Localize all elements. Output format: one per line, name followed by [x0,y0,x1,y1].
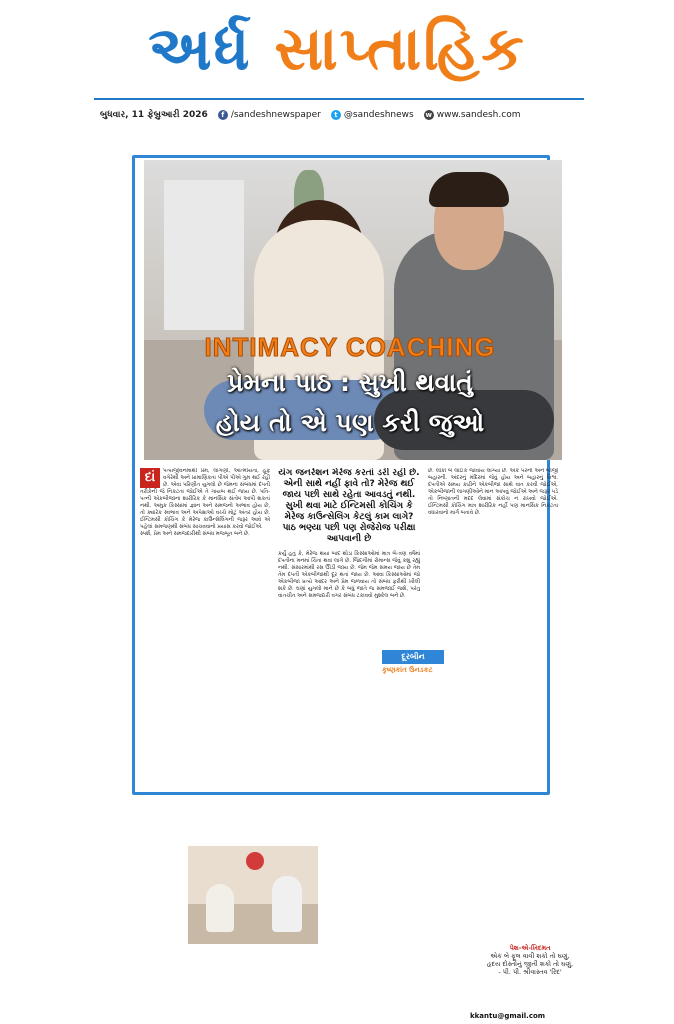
twitter-text: @sandeshnews [343,110,414,120]
facebook-text: /sandeshnewspaper [230,110,321,120]
facebook-handle[interactable] [218,110,321,120]
poem-attribution: - પી. પી. શ્રીવાસ્તવ 'રિંદ' [498,968,562,976]
website-text: www.sandesh.com [436,110,521,120]
headline-line-2: હોય તો એ પણ કરી જુઓ [215,408,485,437]
website-link[interactable] [424,110,521,120]
poem-line-2: હૃદય દોસ્તોનું જીતી શકો તો ઘણું, [486,960,574,968]
column-1-text: પત્યજીવનમાંથી પ્રેમ, લાગણી, આત્મીયતા, હૂંફ વગેરેથી અને પ્રામાણિકતા પીએ પીએ ગુમ થઈ રહી છે. એવા પરિણીત યુગલો છે જેમના સંબંધમાં દંપતી તરીકેની જે નિકટતા જોઈએ તે ગાયબ થઈ જાય છે. પતિ-પત્ની એકબીજાના શારીરિક કે માનસિક સંતોષ આપી શકતાં નથી. અમુક કિસ્સામાં જ્ઞાન અને સમજનો અભાવ હોય છે, તો ક્યારેક સ્વભાવ અને અપેક્ષાઓ વચ્ચે મોટું અંતર હોય છે. ઈન્ટિમસી કોચિંગ કે મેરેજ કાઉન્સેલિંગની જરૂર આવે એ પહેલાં સમજણથી સંબંધ સાચવવાનો પ્રયાસ કરવો જોઈએ. [140,468,270,530]
drop-cap: દાં [140,468,160,488]
column-3 [428,468,558,964]
heart-icon [246,852,264,870]
logo-word-1: અર્ધ [148,14,252,84]
headline-line-1: પ્રેમના પાઠ : સુખી થવાતું [227,368,473,397]
column-name: દૂરબીન [382,650,444,664]
poem-box [430,944,630,976]
logo-word-2: સાપ્તાહિક [274,14,526,84]
dateline [100,107,580,123]
inset-man-figure [272,876,302,932]
facebook-icon: f [218,110,228,120]
author-name: કૃષ્ણકાંત ઉનડકટ [382,666,433,674]
pull-quote: યંગ જનરેશન મેરેજ કરતાં ડરી રહી છે. એની સાથે નહીં ફાવે તો? મેરેજ થઈ જાય પછી સાથે રહેતા આવડતું નથી. સુખી થવા માટે ઈન્ટિમસી કોચિંગ કે મેરેજ કાઉન્સેલિંગ કેટલું કામ લાગે? પાઠ ભણ્યા પછી પણ રોજેરોજ પરીક્ષા આપવાની છે [278,468,420,544]
twitter-handle[interactable] [331,110,414,120]
globe-icon: w [425,111,432,119]
column-tag [382,650,500,682]
masthead [0,0,674,120]
man-hair-shape [429,172,509,207]
poem-heading: પેશ-એ-ખિદમત [509,944,551,952]
column-1-bottom: સ્પર્શ, પ્રેમ અને સમજદારીથી સંબંધ મજબૂત બને છે. [140,531,250,537]
author-email[interactable]: kkantu@gmail.com [470,1012,546,1020]
newspaper-logo [0,14,674,84]
poem-line-1: એક બે ફૂલ વાવી શકો તો ઘણું, [490,952,570,960]
masthead-rule [94,98,584,100]
issue-date: બુધવાર, 11 ફેબ્રુઆરી 2026 [100,110,208,120]
window-shape [164,180,244,330]
column-2-text: કર્યું હતું કે, મેરેજ થયા બાદ થોડા કિસ્સાઓમાં માત્ર બે-ત્રણ વર્ષમાં દંપતીના મનમાં ચિંતા થવા લાગે છે. જિંદગીમાં રોમાન્સ જેવું કશું રહ્યું નથી. સંસારમાંથી રસ ઊડી જાય છે. જેમ જેમ સમય જાય છે તેમ તેમ દંપતી એકબીજાથી દૂર થતાં જાય છે. આવા કિસ્સાઓમાં જો એકબીજા પ્રત્યે આદર અને પ્રેમ જળવાય તો સંબંધ ફરીથી ખીલી શકે છે. ઘણાં યુગલો માને છે કે બધું જાતે જ સમજાઈ જશે, પરંતુ વાતચીત અને સમજદારી વગર સંબંધ ટકાવવો મુશ્કેલ બને છે. [278,551,420,599]
inset-woman-figure [206,884,234,932]
headline-english: INTIMACY COACHING [204,332,496,362]
inset-photo [188,846,318,944]
twitter-icon: t [331,110,341,120]
column-3-text: છે. લોકો બે લાઈક જોવાય લાગ્યા છે. એકે પરની અને બીજી બહારની. અંદરનું મંદિરમાં જેવું હોય અને બહારનું વિશ્વ. દંપતીએ સમય કાઢીને એકબીજા સાથે વાત કરવી જોઈએ, એકબીજાની લાગણીઓને માન આપવું જોઈએ અને જરૂર પડે તો નિષ્ણાતની મદદ લેવામાં સંકોચ ન રાખવો જોઈએ. ઈન્ટિમસી કોચિંગ માત્ર શારીરિક નહીં પણ માનસિક નિકટતા વધારવાનો માર્ગ બતાવે છે. [428,468,558,516]
